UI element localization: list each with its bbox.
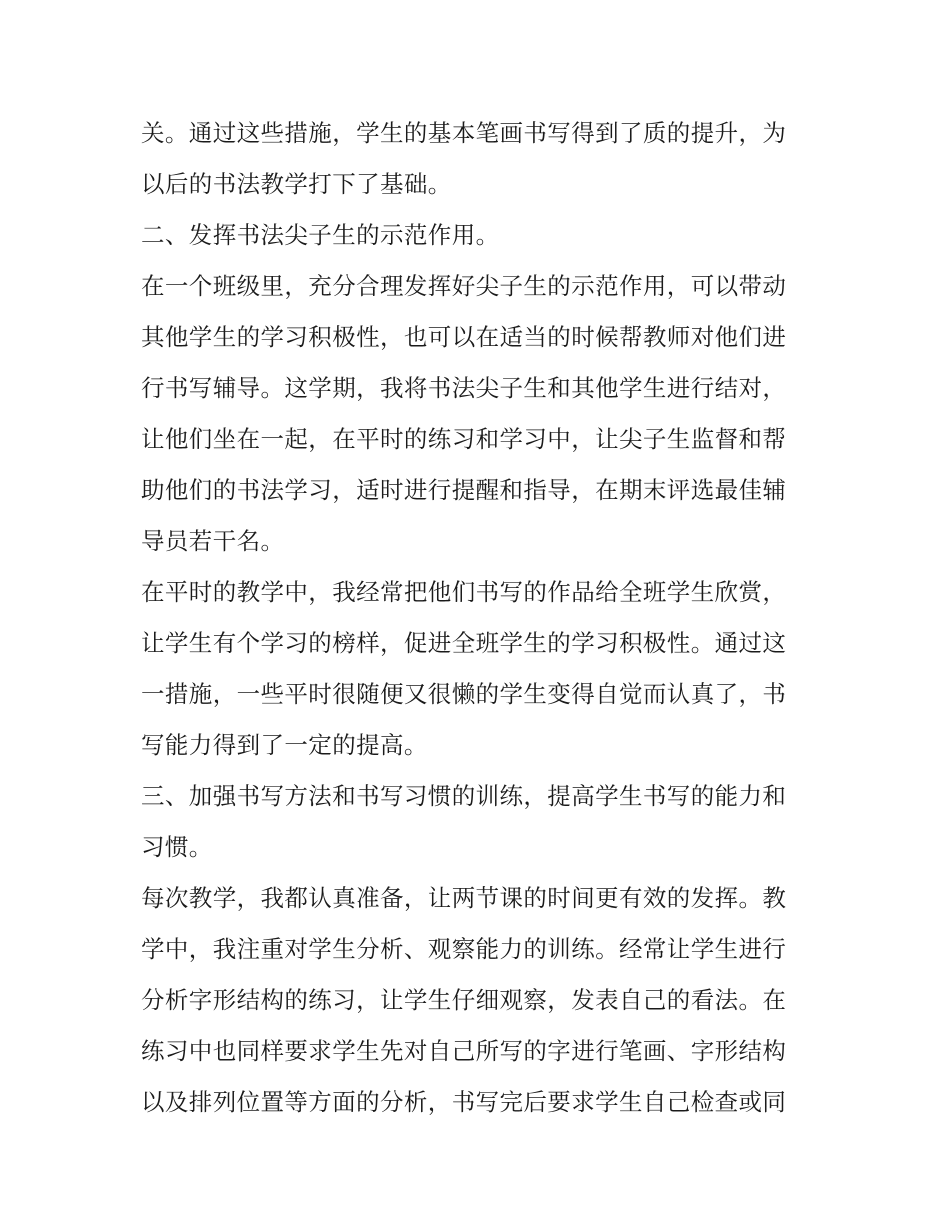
text-line: 写能力得到了一定的提高。 xyxy=(141,731,428,759)
text-line: 分析字形结构的练习，让学生仔细观察，发表自己的看法。在 xyxy=(141,986,787,1014)
text-line: 在一个班级里，充分合理发挥好尖子生的示范作用，可以带动 xyxy=(141,272,787,300)
text-line: 以及排列位置等方面的分析，书写完后要求学生自己检查或同 xyxy=(141,1088,787,1116)
text-line: 其他学生的学习积极性，也可以在适当的时候帮教师对他们进 xyxy=(141,323,787,351)
text-line: 在平时的教学中，我经常把他们书写的作品给全班学生欣赏， xyxy=(141,578,787,606)
section-heading: 三、加强书写方法和书写习惯的训练，提高学生书写的能力和 xyxy=(141,782,787,810)
text-line: 让他们坐在一起，在平时的练习和学习中，让尖子生监督和帮 xyxy=(141,425,787,453)
text-line: 关。通过这些措施，学生的基本笔画书写得到了质的提升，为 xyxy=(141,119,787,147)
text-line: 学中，我注重对学生分析、观察能力的训练。经常让学生进行 xyxy=(141,935,787,963)
text-line: 导员若干名。 xyxy=(141,527,285,555)
section-heading: 二、发挥书法尖子生的示范作用。 xyxy=(141,221,500,249)
text-line: 一措施，一些平时很随便又很懒的学生变得自觉而认真了，书 xyxy=(141,680,787,708)
text-line: 练习中也同样要求学生先对自己所写的字进行笔画、字形结构 xyxy=(141,1037,787,1065)
text-line: 让学生有个学习的榜样，促进全班学生的学习积极性。通过这 xyxy=(141,629,787,657)
section-heading: 习惯。 xyxy=(141,833,213,861)
text-line: 行书写辅导。这学期，我将书法尖子生和其他学生进行结对， xyxy=(141,374,787,402)
text-line: 每次教学，我都认真准备，让两节课的时间更有效的发挥。教 xyxy=(141,884,787,912)
text-line: 助他们的书法学习，适时进行提醒和指导，在期末评选最佳辅 xyxy=(141,476,787,504)
text-line: 以后的书法教学打下了基础。 xyxy=(141,170,452,198)
document-body xyxy=(141,108,821,1128)
